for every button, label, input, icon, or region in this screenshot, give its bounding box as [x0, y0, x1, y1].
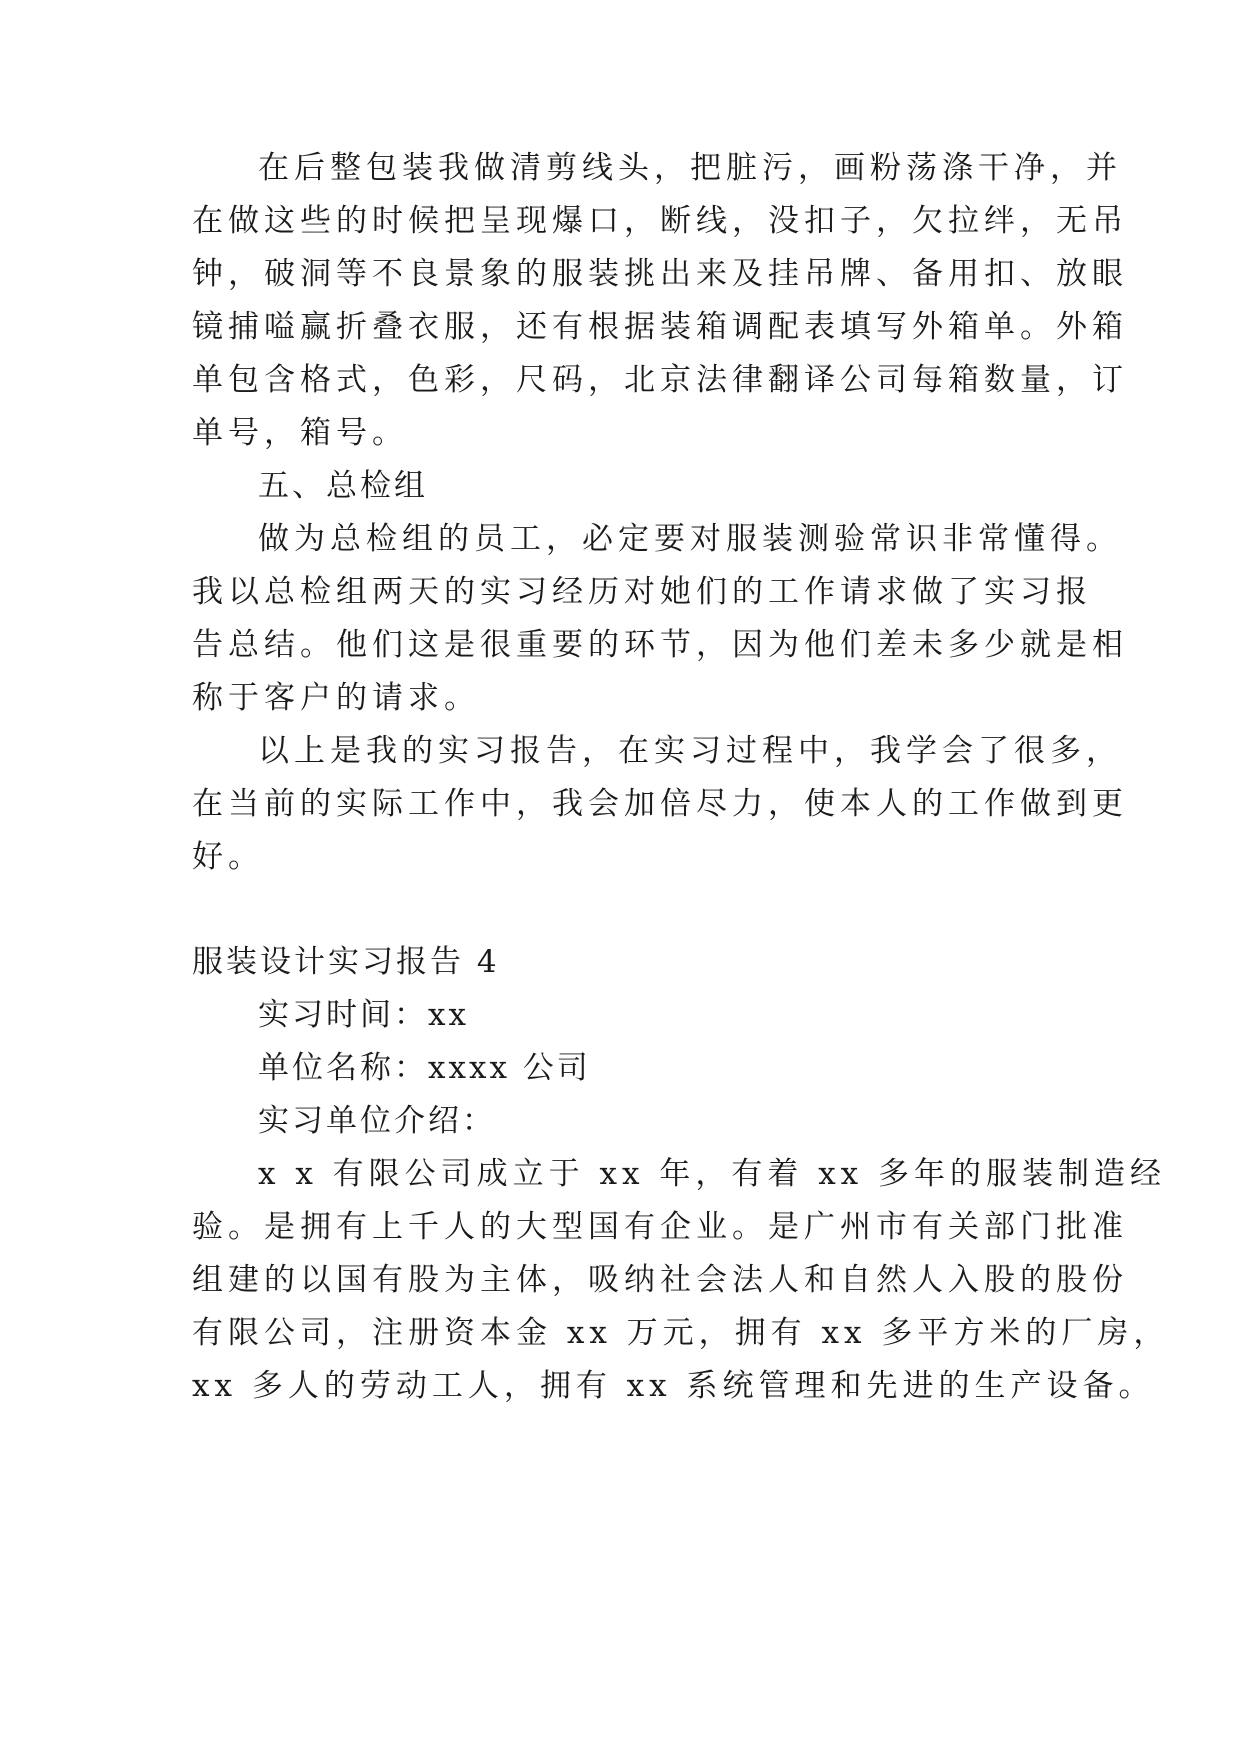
paragraph-line: 在做这些的时候把呈现爆口，断线，没扣子，欠拉绊，无吊	[192, 203, 1128, 239]
paragraph-line: 告总结。他们这是很重要的环节，因为他们差未多少就是相	[192, 627, 1128, 663]
paragraph-line: 单号，箱号。	[192, 415, 408, 451]
paragraph-line: 钟，破洞等不良景象的服装挑出来及挂吊牌、备用扣、放眼	[192, 256, 1128, 292]
paragraph-line: 组建的以国有股为主体，吸纳社会法人和自然人入股的股份	[192, 1262, 1128, 1298]
paragraph-line: 称于客户的请求。	[192, 680, 480, 716]
paragraph-line: 我以总检组两天的实习经历对她们的工作请求做了实习报	[192, 574, 1092, 610]
paragraph-line: 镜捕嗌赢折叠衣服，还有根据装箱调配表填写外箱单。外箱	[192, 309, 1128, 345]
report-title: 服装设计实习报告 4	[192, 944, 500, 980]
section-heading: 五、总检组	[258, 468, 428, 504]
company-name: 单位名称：xxxx 公司	[258, 1050, 591, 1086]
paragraph-line: 以上是我的实习报告，在实习过程中，我学会了很多，	[258, 733, 1122, 769]
paragraph-line: x x 有限公司成立于 xx 年，有着 xx 多年的服装制造经	[258, 1156, 1167, 1192]
paragraph-line: 在后整包装我做清剪线头，把脏污，画粉荡涤干净，并	[258, 150, 1122, 186]
paragraph-line: 做为总检组的员工，必定要对服装测验常识非常懂得。	[258, 521, 1122, 557]
paragraph-line: 好。	[192, 839, 264, 875]
paragraph-line: 验。是拥有上千人的大型国有企业。是广州市有关部门批准	[192, 1209, 1128, 1245]
paragraph-line: 有限公司，注册资本金 xx 万元，拥有 xx 多平方米的厂房，	[192, 1315, 1170, 1351]
paragraph-line: 单包含格式，色彩，尺码，北京法律翻译公司每箱数量，订	[192, 362, 1128, 398]
company-intro-label: 实习单位介绍：	[258, 1103, 496, 1139]
internship-time: 实习时间：xx	[258, 997, 469, 1033]
paragraph-line: 在当前的实际工作中，我会加倍尽力，使本人的工作做到更	[192, 786, 1128, 822]
paragraph-line: xx 多人的劳动工人，拥有 xx 系统管理和先进的生产设备。	[192, 1368, 1155, 1404]
